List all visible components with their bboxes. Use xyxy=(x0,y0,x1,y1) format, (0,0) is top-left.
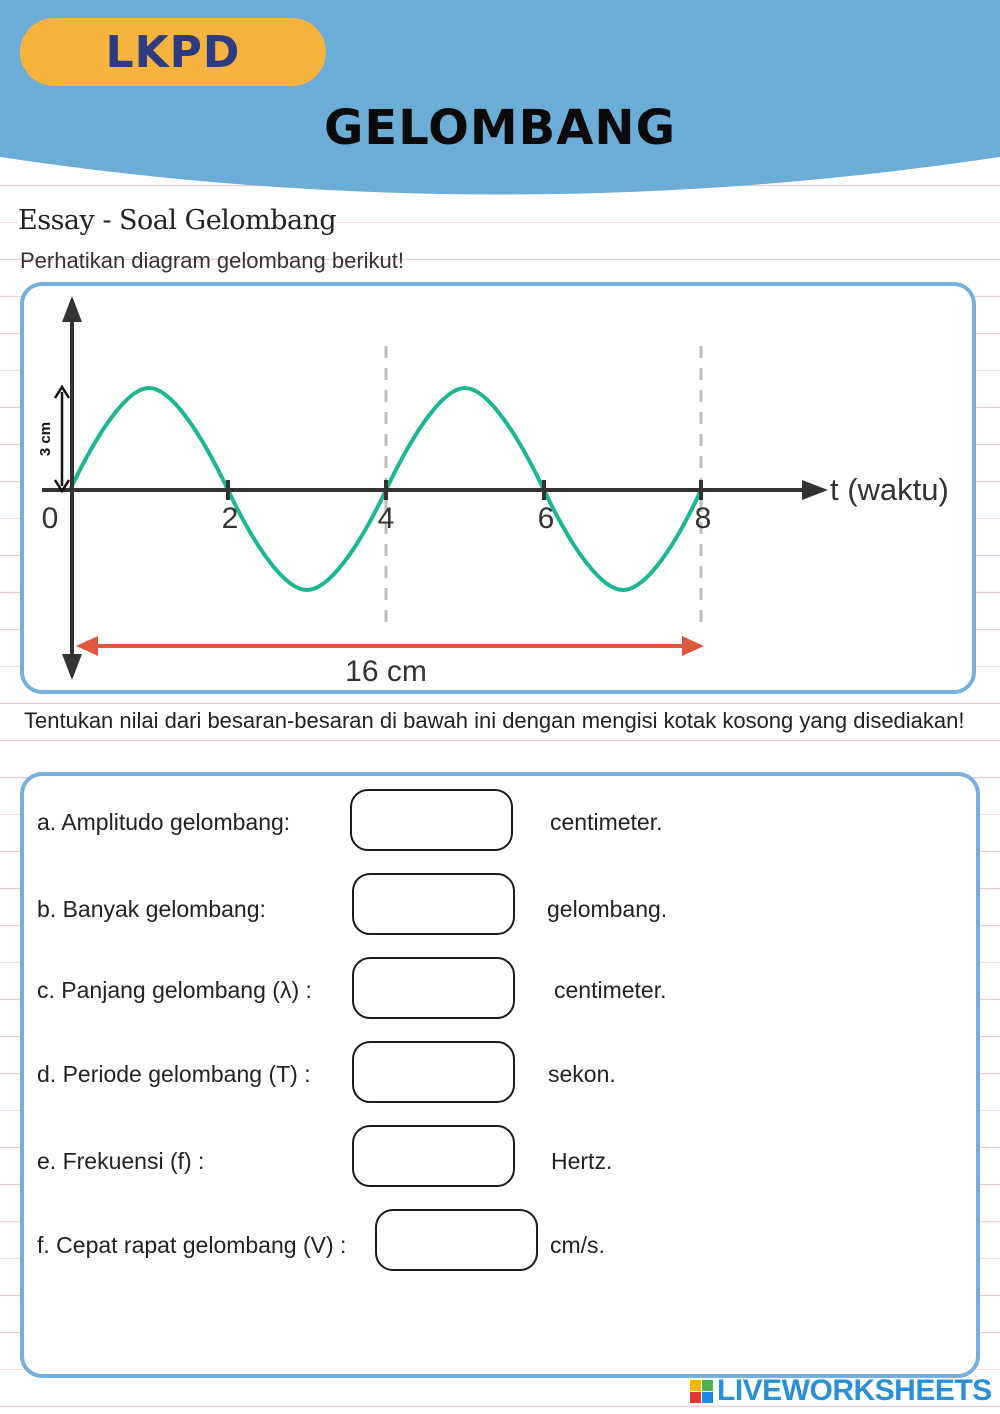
question-c-label: c. Panjang gelombang (λ) : xyxy=(37,977,312,1003)
wave-diagram xyxy=(24,286,980,698)
span-label: 16 cm xyxy=(345,655,427,688)
vertical-axis-arrow-up xyxy=(62,296,82,322)
tick-label-0: 0 xyxy=(41,502,59,535)
tick-label-6: 6 xyxy=(537,502,555,535)
section-title: Essay - Soal Gelombang xyxy=(18,205,337,236)
question-b-unit: gelombang. xyxy=(547,896,668,922)
liveworksheets-logo[interactable] xyxy=(690,1374,992,1408)
question-d-unit: sekon. xyxy=(548,1061,616,1087)
answer-field-wave-count[interactable] xyxy=(352,873,515,935)
amplitude-label: 3 cm xyxy=(37,421,54,457)
time-axis-label: t (waktu) xyxy=(830,472,949,507)
answer-field-velocity[interactable] xyxy=(375,1209,538,1271)
time-axis-arrow xyxy=(802,480,828,500)
page-title: GELOMBANG xyxy=(324,100,676,156)
answer-field-amplitude[interactable] xyxy=(350,789,513,851)
question-a-unit: centimeter. xyxy=(550,809,663,835)
tick-label-2: 2 xyxy=(221,502,239,535)
wave-diagram-box xyxy=(20,282,976,694)
question-e-label: e. Frekuensi (f) : xyxy=(37,1148,205,1174)
question-c-unit: centimeter. xyxy=(554,977,667,1003)
question-f-unit: cm/s. xyxy=(550,1232,605,1258)
span-arrow-head-right xyxy=(682,636,704,656)
tick-label-8: 8 xyxy=(694,502,712,535)
intro-text: Perhatikan diagram gelombang berikut! xyxy=(20,248,405,273)
question-a-label: a. Amplitudo gelombang: xyxy=(37,809,291,835)
lkpd-badge xyxy=(20,18,326,86)
instruction-text: Tentukan nilai dari besaran-besaran di bawah ini dengan mengisi kotak kosong yang disediakan! xyxy=(24,708,965,733)
vertical-axis-arrow-down xyxy=(62,654,82,680)
question-d-label: d. Periode gelombang (T) : xyxy=(37,1061,311,1087)
answer-box xyxy=(20,772,980,1378)
liveworksheets-brand: LIVEWORKSHEETS xyxy=(717,1374,992,1407)
question-f-label: f. Cepat rapat gelombang (V) : xyxy=(37,1232,347,1258)
liveworksheets-mark-icon xyxy=(690,1380,713,1403)
answer-field-frequency[interactable] xyxy=(352,1125,515,1187)
lkpd-badge-text: LKPD xyxy=(105,26,241,78)
question-b-label: b. Banyak gelombang: xyxy=(37,896,266,922)
span-arrow-head-left xyxy=(76,636,98,656)
answer-field-wavelength[interactable] xyxy=(352,957,515,1019)
tick-label-4: 4 xyxy=(377,502,395,535)
question-e-unit: Hertz. xyxy=(551,1148,613,1174)
answer-field-period[interactable] xyxy=(352,1041,515,1103)
